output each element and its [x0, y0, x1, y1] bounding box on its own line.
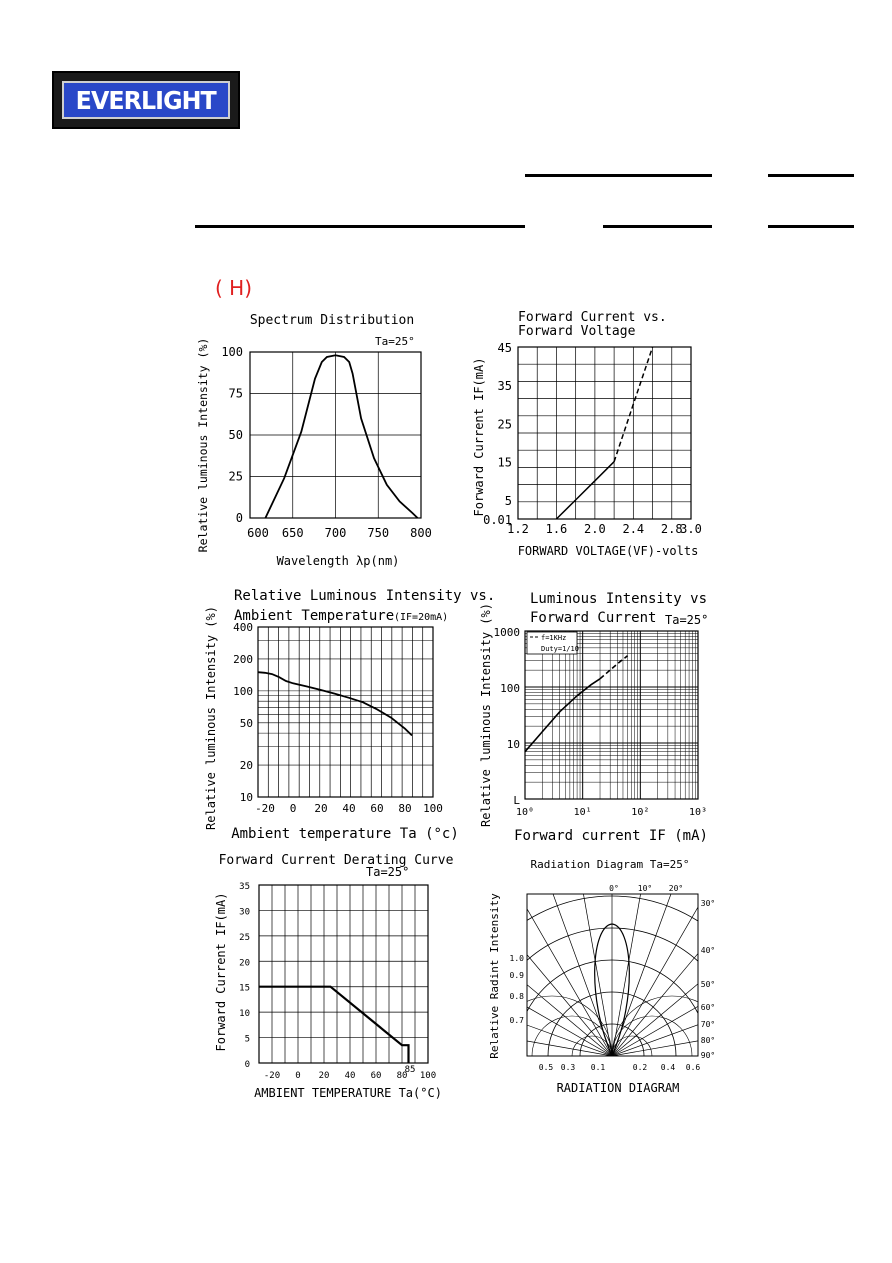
- derating-y-tick-label: 20: [239, 958, 250, 969]
- derating-x-tick-label: 80: [396, 1071, 408, 1081]
- radiation-angle-label: 50°: [700, 980, 716, 989]
- radiation-angle-label: 90°: [700, 1051, 716, 1060]
- radiation-bottom-label: 0.6: [685, 1063, 701, 1072]
- intensity-temp-x-tick-label: 20: [314, 802, 328, 815]
- intensity-current-x-tick-label: 10¹: [573, 807, 592, 818]
- forward-iv-y-tick-label: 45: [497, 341, 512, 355]
- spectrum-y-tick-label: 100: [221, 345, 243, 359]
- intensity-current-y-axis-label: Relative luminous Intensity (%): [479, 603, 493, 827]
- spectrum-x-tick-label: 600: [247, 526, 269, 540]
- intensity-temp-x-tick-label: 40: [342, 802, 356, 815]
- derating-annotation: Ta=25°: [366, 865, 410, 879]
- radiation-bottom-label: 0.1: [590, 1063, 606, 1072]
- intensity-current-y-tick-label: 100: [500, 682, 520, 695]
- spectrum-title: Spectrum Distribution: [249, 313, 415, 328]
- intensity-temp-x-tick-label: 100: [423, 802, 443, 815]
- intensity-temp-y-tick-label: 20: [239, 759, 253, 773]
- radiation-angle-label: 0°: [609, 884, 619, 893]
- intensity-current-y-tick-label: 1000: [493, 626, 520, 639]
- derating-x-tick-label: 0: [295, 1071, 301, 1081]
- derating-x-axis-label: AMBIENT TEMPERATURE Ta(°C): [254, 1086, 442, 1100]
- radiation-angle-label: 20°: [668, 884, 684, 893]
- forward-iv-title-line1: Forward Current vs.: [518, 310, 667, 325]
- derating-y-tick-label: 5: [244, 1034, 250, 1045]
- forward-iv-x-tick-label: 2.4: [622, 522, 645, 536]
- intensity-temp-plot-frame: [258, 627, 433, 797]
- intensity-temp-x-tick-label: 0: [289, 802, 297, 815]
- derating-x-tick-label: 100: [419, 1071, 437, 1081]
- intensity-current-title-line1: Luminous Intensity vs: [530, 591, 708, 607]
- spectrum-y-tick-label: 75: [228, 386, 243, 401]
- intensity-current-series-line-1: [600, 656, 628, 679]
- derating-x-tick-label: 40: [344, 1071, 356, 1081]
- derating-y-tick-label: 25: [239, 932, 250, 943]
- spectrum-y-tick-label: 25: [228, 469, 243, 484]
- radiation-y-axis-label: Relative Radint Intensity: [488, 893, 501, 1059]
- radiation-angle-line: [612, 1004, 892, 1056]
- radiation-radial-label: 0.7: [509, 1016, 524, 1025]
- spectrum-annotation: Ta=25°: [375, 335, 415, 348]
- intensity-current-y-tick-label: 10: [506, 738, 520, 751]
- derating-y-tick-label: 30: [239, 907, 250, 918]
- radiation-radial-label: 0.9: [509, 971, 524, 980]
- intensity-current-plot-frame: [525, 631, 698, 799]
- intensity-temp-y-tick-label: 100: [233, 684, 253, 698]
- forward-iv-x-tick-label: 1.6: [545, 522, 568, 536]
- spectrum-y-tick-label: 0: [235, 511, 243, 525]
- spectrum-y-tick-label: 50: [228, 428, 243, 442]
- logo-text: EVERLIGHT: [75, 85, 217, 115]
- spectrum-series-line-0: [265, 355, 417, 518]
- radiation-angle-line: [612, 906, 872, 1056]
- radiation-angle-label: 80°: [700, 1036, 716, 1045]
- forward-iv-x-tick-label: 2.0: [584, 522, 606, 536]
- intensity-temp-title-line1: Relative Luminous Intensity vs.: [234, 588, 496, 604]
- spectrum-x-tick-label: 750: [367, 526, 390, 540]
- radiation-angle-label: 30°: [700, 899, 716, 908]
- radiation-angle-label: 70°: [700, 1020, 716, 1029]
- forward-iv-x-tick-label: 2.8: [660, 522, 683, 536]
- spectrum-x-tick-label: 650: [281, 526, 304, 540]
- radiation-radial-label: 0.8: [509, 992, 524, 1001]
- forward-iv-y-tick-label: 0.01: [483, 513, 512, 527]
- intensity-temp-x-tick-label: 60: [370, 802, 384, 815]
- radiation-bottom-label: 0.4: [660, 1063, 676, 1072]
- radiation-bottom-label: 0.2: [632, 1063, 648, 1072]
- radiation-bottom-label: 0.5: [538, 1063, 554, 1072]
- derating-y-tick-label: 35: [239, 882, 250, 892]
- intensity-temp-y-tick-label: 200: [233, 652, 253, 666]
- forward-iv-x-tick-label: 1.2: [507, 522, 529, 536]
- radiation-title: Radiation Diagram Ta=25°: [530, 858, 690, 871]
- derating-title: Forward Current Derating Curve: [218, 853, 454, 868]
- intensity-current-x-tick-label: 10³: [688, 807, 708, 818]
- radiation-angle-label: 40°: [700, 946, 716, 955]
- derating-x-tick-label: -20: [263, 1071, 281, 1081]
- derating-y-tick-label: 10: [239, 1009, 250, 1020]
- derating-x-mark-label: 85: [404, 1065, 416, 1075]
- forward-iv-y-tick-label: 25: [497, 417, 512, 432]
- forward-iv-x-tick-label: 3.0: [680, 522, 702, 536]
- derating-series-line-0: [259, 987, 409, 1063]
- intensity-current-annotation: Ta=25°: [665, 613, 709, 627]
- forward-iv-y-tick-label: 35: [497, 379, 512, 394]
- intensity-temp-x-tick-label: -20: [255, 802, 275, 815]
- radiation-x-axis-label: RADIATION DIAGRAM: [556, 1081, 680, 1095]
- forward-iv-series-line-0: [556, 462, 614, 519]
- derating-x-tick-label: 60: [370, 1071, 382, 1081]
- intensity-current-y-tick-label: L: [513, 794, 520, 807]
- radiation-angle-label: 60°: [700, 1003, 716, 1012]
- radiation-angle-line: [330, 953, 612, 1056]
- radiation-angle-line: [560, 761, 612, 1056]
- intensity-temp-y-tick-label: 400: [233, 621, 253, 634]
- intensity-temp-x-tick-label: 80: [398, 802, 412, 815]
- intensity-current-title-line2: Forward Current: [530, 610, 657, 626]
- radiation-angle-line: [612, 761, 664, 1056]
- derating-y-tick-label: 15: [239, 983, 250, 994]
- radiation-bottom-label: 0.3: [560, 1063, 576, 1072]
- intensity-current-x-tick-label: 10²: [631, 807, 650, 818]
- derating-x-tick-label: 20: [318, 1071, 330, 1081]
- intensity-current-x-axis-label: Forward current IF (mA): [514, 828, 708, 844]
- intensity-current-legend-line1: f=1KHz: [541, 634, 567, 642]
- intensity-current-x-tick-label: 10⁰: [515, 807, 535, 818]
- intensity-temp-y-tick-label: 10: [239, 791, 253, 804]
- forward-iv-title-line2: Forward Voltage: [518, 324, 636, 339]
- radiation-radial-label: 1.0: [509, 954, 524, 963]
- section-label: ( H): [215, 276, 253, 300]
- forward-iv-x-axis-label: FORWARD VOLTAGE(VF)-volts: [517, 544, 699, 558]
- spectrum-y-axis-label: Relative luminous Intensity (%): [196, 337, 210, 553]
- radiation-angle-line: [352, 906, 612, 1056]
- derating-y-axis-label: Forward Current IF(mA): [214, 892, 228, 1052]
- radiation-angle-label: 10°: [637, 884, 653, 893]
- intensity-current-legend-line2: Duty=1/10: [541, 645, 579, 653]
- radiation-angle-line: [612, 953, 892, 1056]
- intensity-temp-y-axis-label: Relative luminous Intensity (%): [204, 606, 218, 830]
- derating-plot-frame: [259, 885, 428, 1063]
- intensity-temp-y-tick-label: 50: [239, 716, 253, 730]
- forward-iv-y-tick-label: 15: [497, 455, 512, 470]
- spectrum-x-axis-label: Wavelength λp(nm): [276, 554, 400, 568]
- spectrum-x-tick-label: 800: [410, 526, 432, 540]
- intensity-temp-x-axis-label: Ambient temperature Ta (°c): [231, 826, 459, 842]
- derating-y-tick-label: 0: [244, 1060, 250, 1070]
- spectrum-x-tick-label: 700: [324, 526, 347, 540]
- intensity-temp-series-line-0: [258, 672, 412, 735]
- intensity-temp-annotation: (IF=20mA): [394, 612, 449, 623]
- intensity-temp-title-line2: Ambient Temperature: [234, 608, 395, 624]
- forward-iv-y-tick-label: 5: [504, 493, 512, 508]
- forward-iv-y-axis-label: Forward Current IF(mA): [472, 357, 486, 517]
